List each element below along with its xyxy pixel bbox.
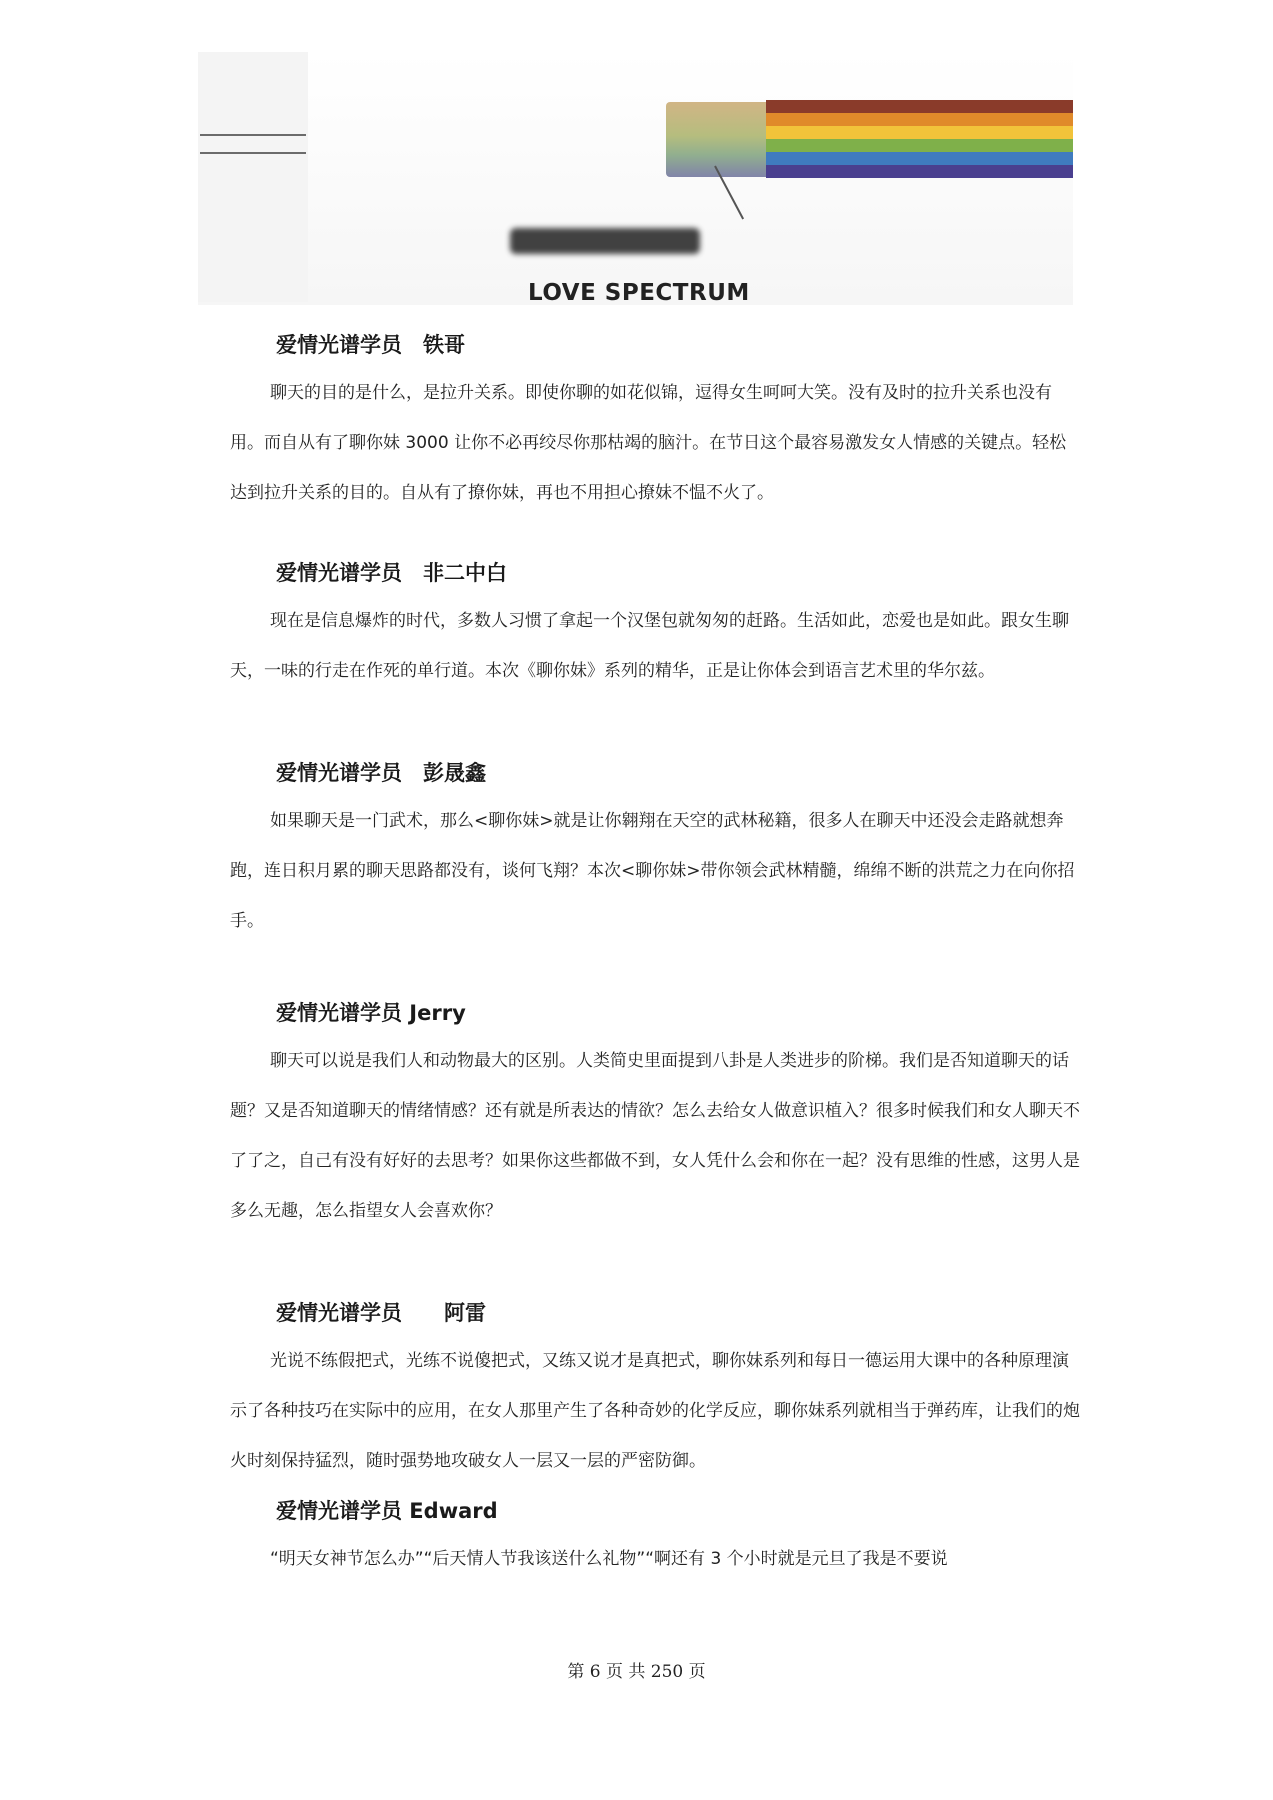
header-banner [198, 52, 1073, 305]
testimonial-body: 现在是信息爆炸的时代，多数人习惯了拿起一个汉堡包就匆匆的赶路。生活如此，恋爱也是如此。跟女生聊天，一味的行走在作死的单行道。本次《聊你妹》系列的精华，正是让你体会到语言艺术里的华尔兹。 [230, 611, 1069, 681]
testimonial-section [230, 330, 1080, 570]
page-number: 第 6 页 共 250 页 [567, 1662, 706, 1682]
banner-rule [200, 134, 306, 136]
rainbow-band [766, 139, 1073, 152]
testimonial-body: 聊天的目的是什么，是拉升关系。即使你聊的如花似锦，逗得女生呵呵大笑。没有及时的拉升关系也没有用。而自从有了聊你妹 3000 让你不必再绞尽你那枯竭的脑汁。在节日这个最容易激发女人情感的关键点。轻松达到拉升关系的目的。自从有了撩你妹，再也不用担心撩妹不愠不火了。 [230, 383, 1067, 503]
testimonial-body: 聊天可以说是我们人和动物最大的区别。人类简史里面提到八卦是人类进步的阶梯。我们是否知道聊天的话题？又是否知道聊天的情绪情感？还有就是所表达的情欲？怎么去给女人做意识植入？很多时候我们和女人聊天不了了之，自己有没有好好的去思考？如果你这些都做不到，女人凭什么会和你在一起？没有思维的性感，这男人是多么无趣，怎么指望女人会喜欢你？ [230, 1051, 1080, 1221]
rainbow-band [766, 113, 1073, 126]
testimonial-section [230, 998, 1080, 1298]
testimonial-body: 光说不练假把式，光练不说傻把式，又练又说才是真把式，聊你妹系列和每日一德运用大课中的各种原理演示了各种技巧在实际中的应用，在女人那里产生了各种奇妙的化学反应，聊你妹系列就相当于弹药库，让我们的炮火时刻保持猛烈，随时强势地攻破女人一层又一层的严密防御。 [230, 1351, 1080, 1471]
testimonial-title: 爱情光谱学员 阿雷 [276, 1301, 486, 1325]
logo-text: LOVE SPECTRUM [528, 280, 750, 306]
testimonial-section [230, 758, 1080, 998]
testimonial-body: 如果聊天是一门武术，那么<聊你妹>就是让你翱翔在天空的武林秘籍，很多人在聊天中还没会走路就想奔跑，连日积月累的聊天思路都没有，谈何飞翔？本次<聊你妹>带你领会武林精髓，绵绵不断的洪荒之力在向你招手。 [230, 811, 1075, 931]
rainbow-band [766, 165, 1073, 178]
rainbow-band [766, 100, 1073, 113]
testimonial-title: 爱情光谱学员 非二中白 [276, 561, 507, 585]
testimonial-body: “明天女神节怎么办”“后天情人节我该送什么礼物”“啊还有 3 个小时就是元旦了我是不要说 [270, 1549, 948, 1569]
testimonial-section [230, 1496, 1080, 1596]
logo-mark-blurred [510, 220, 700, 256]
testimonial-section [230, 558, 1080, 758]
testimonial-title: 爱情光谱学员 Jerry [276, 1001, 466, 1025]
rainbow-band [766, 152, 1073, 165]
banner-left-panel [198, 52, 308, 302]
testimonial-title: 爱情光谱学员 彭晟鑫 [276, 761, 486, 785]
banner-rule [200, 152, 306, 154]
rainbow-graphic [666, 94, 1073, 186]
testimonial-section [230, 1298, 1080, 1496]
testimonial-content [230, 330, 1080, 1596]
rainbow-band [766, 126, 1073, 139]
testimonial-title: 爱情光谱学员 铁哥 [276, 333, 465, 357]
testimonial-title: 爱情光谱学员 Edward [276, 1499, 498, 1523]
